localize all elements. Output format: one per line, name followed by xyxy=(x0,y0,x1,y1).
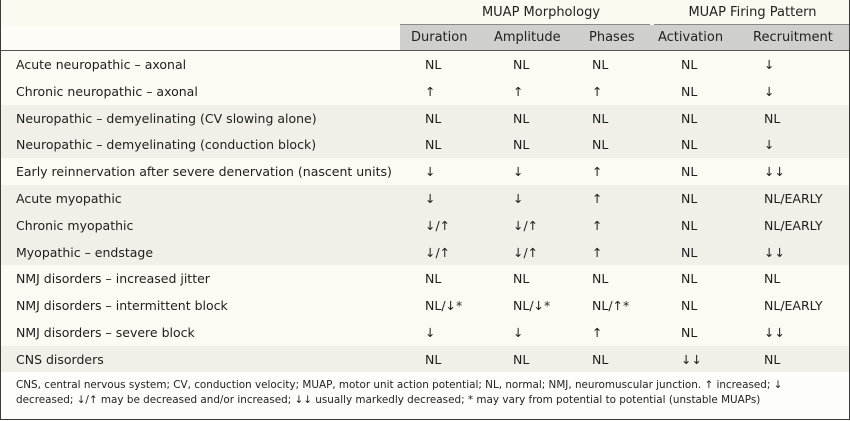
row-label: Neuropathic – demyelinating (CV slowing alone) xyxy=(16,110,317,126)
table-row xyxy=(1,239,849,266)
cell-amplitude: NL/↓* xyxy=(513,298,551,314)
footnote xyxy=(1,372,849,419)
cell-duration: ↑ xyxy=(425,83,436,99)
cell-duration: ↓ xyxy=(425,325,436,340)
cell-phases: NL xyxy=(592,57,609,72)
row-label: Chronic myopathic xyxy=(16,217,134,233)
cell-duration: NL xyxy=(425,351,442,367)
column-header-amplitude: Amplitude xyxy=(494,30,561,45)
cell-activation: NL xyxy=(681,298,698,314)
footnote-line-1: CNS, central nervous system; CV, conduction velocity; MUAP, motor unit action potential; NL, normal; NMJ, neuromuscular junction. ↑ increased; ↓ xyxy=(16,379,783,391)
table-row xyxy=(1,78,849,105)
cell-activation: NL xyxy=(681,110,698,126)
column-header-duration: Duration xyxy=(411,30,468,45)
cell-phases: NL/↑* xyxy=(592,298,630,314)
cell-duration: ↓/↑ xyxy=(425,244,451,260)
cell-amplitude: NL xyxy=(513,351,530,367)
row-label: Chronic neuropathic – axonal xyxy=(16,83,198,99)
cell-duration: ↓ xyxy=(425,164,436,180)
table-row xyxy=(1,105,849,132)
cell-recruitment: NL/EARLY xyxy=(764,191,823,206)
cell-amplitude: ↓/↑ xyxy=(513,217,539,233)
cell-recruitment: ↓↓ xyxy=(764,164,785,180)
cell-recruitment: ↓↓ xyxy=(764,325,785,340)
cell-activation: NL xyxy=(681,217,698,233)
table-row xyxy=(1,212,849,239)
cell-recruitment: ↓ xyxy=(764,57,775,72)
cell-activation: NL xyxy=(681,83,698,99)
cell-duration: NL xyxy=(425,110,442,126)
header-group-row xyxy=(1,0,849,26)
cell-amplitude: NL xyxy=(513,110,530,126)
cell-activation: NL xyxy=(681,57,698,72)
cell-phases: ↑ xyxy=(592,244,603,260)
cell-activation: NL xyxy=(681,244,698,260)
row-label: Acute neuropathic – axonal xyxy=(16,57,187,72)
cell-recruitment: ↓ xyxy=(764,137,775,153)
cell-phases: ↑ xyxy=(592,83,603,99)
table-row xyxy=(1,51,849,78)
cell-phases: ↑ xyxy=(592,164,603,180)
row-label: CNS disorders xyxy=(16,351,104,367)
cell-recruitment: NL xyxy=(764,110,781,126)
cell-activation: NL xyxy=(681,325,698,340)
cell-amplitude: NL xyxy=(513,57,530,72)
cell-duration: ↓/↑ xyxy=(425,217,451,233)
table-row xyxy=(1,265,849,292)
row-label: NMJ disorders – severe block xyxy=(16,325,195,340)
cell-phases: NL xyxy=(592,137,609,153)
cell-duration: NL xyxy=(425,57,442,72)
cell-amplitude: ↓ xyxy=(513,325,524,340)
cell-recruitment: ↓ xyxy=(764,83,775,99)
row-label: NMJ disorders – intermittent block xyxy=(16,298,228,314)
cell-amplitude: NL xyxy=(513,137,530,153)
cell-amplitude: ↑ xyxy=(513,83,524,99)
cell-phases: ↑ xyxy=(592,217,603,233)
cell-recruitment: NL xyxy=(764,351,781,367)
cell-activation: NL xyxy=(681,137,698,153)
row-label: Acute myopathic xyxy=(16,191,122,206)
cell-recruitment: NL/EARLY xyxy=(764,298,823,314)
row-label: Myopathic – endstage xyxy=(16,244,154,260)
cell-activation: NL xyxy=(681,191,698,206)
cell-duration: NL xyxy=(425,271,442,287)
cell-recruitment: NL xyxy=(764,271,781,287)
cell-phases: NL xyxy=(592,110,609,126)
column-header-activation: Activation xyxy=(658,30,724,45)
table-row xyxy=(1,185,849,212)
cell-duration: NL/↓* xyxy=(425,298,463,314)
cell-phases: NL xyxy=(592,351,609,367)
group-header-firing-pattern: MUAP Firing Pattern xyxy=(688,5,817,20)
table-row xyxy=(1,158,849,185)
cell-phases: ↑ xyxy=(592,191,603,206)
row-label: Early reinnervation after severe denervation (nascent units) xyxy=(16,164,392,180)
row-label: Neuropathic – demyelinating (conduction block) xyxy=(16,137,317,153)
cell-duration: NL xyxy=(425,137,442,153)
cell-amplitude: ↓ xyxy=(513,191,524,206)
cell-activation: ↓↓ xyxy=(681,351,702,367)
cell-amplitude: ↓ xyxy=(513,164,524,180)
cell-activation: NL xyxy=(681,164,698,180)
cell-amplitude: ↓/↑ xyxy=(513,244,539,260)
column-header-recruitment: Recruitment xyxy=(753,30,833,45)
table-row xyxy=(1,292,849,319)
cell-activation: NL xyxy=(681,271,698,287)
cell-recruitment: ↓↓ xyxy=(764,244,785,260)
footnote-text xyxy=(16,378,846,407)
cell-phases: NL xyxy=(592,271,609,287)
cell-recruitment: NL/EARLY xyxy=(764,217,823,233)
footnote-line-2: decreased; ↓/↑ may be decreased and/or increased; ↓↓ usually markedly decreased; * may vary from potential to potential (unstable MUAPs) xyxy=(16,393,761,406)
cell-phases: ↑ xyxy=(592,325,603,340)
table-row xyxy=(1,319,849,346)
row-label: NMJ disorders – increased jitter xyxy=(16,271,210,287)
table-row xyxy=(1,131,849,158)
group-header-morphology: MUAP Morphology xyxy=(481,5,601,20)
cell-amplitude: NL xyxy=(513,271,530,287)
cell-duration: ↓ xyxy=(425,191,436,206)
column-header-phases: Phases xyxy=(589,30,635,45)
table-row xyxy=(1,346,849,373)
